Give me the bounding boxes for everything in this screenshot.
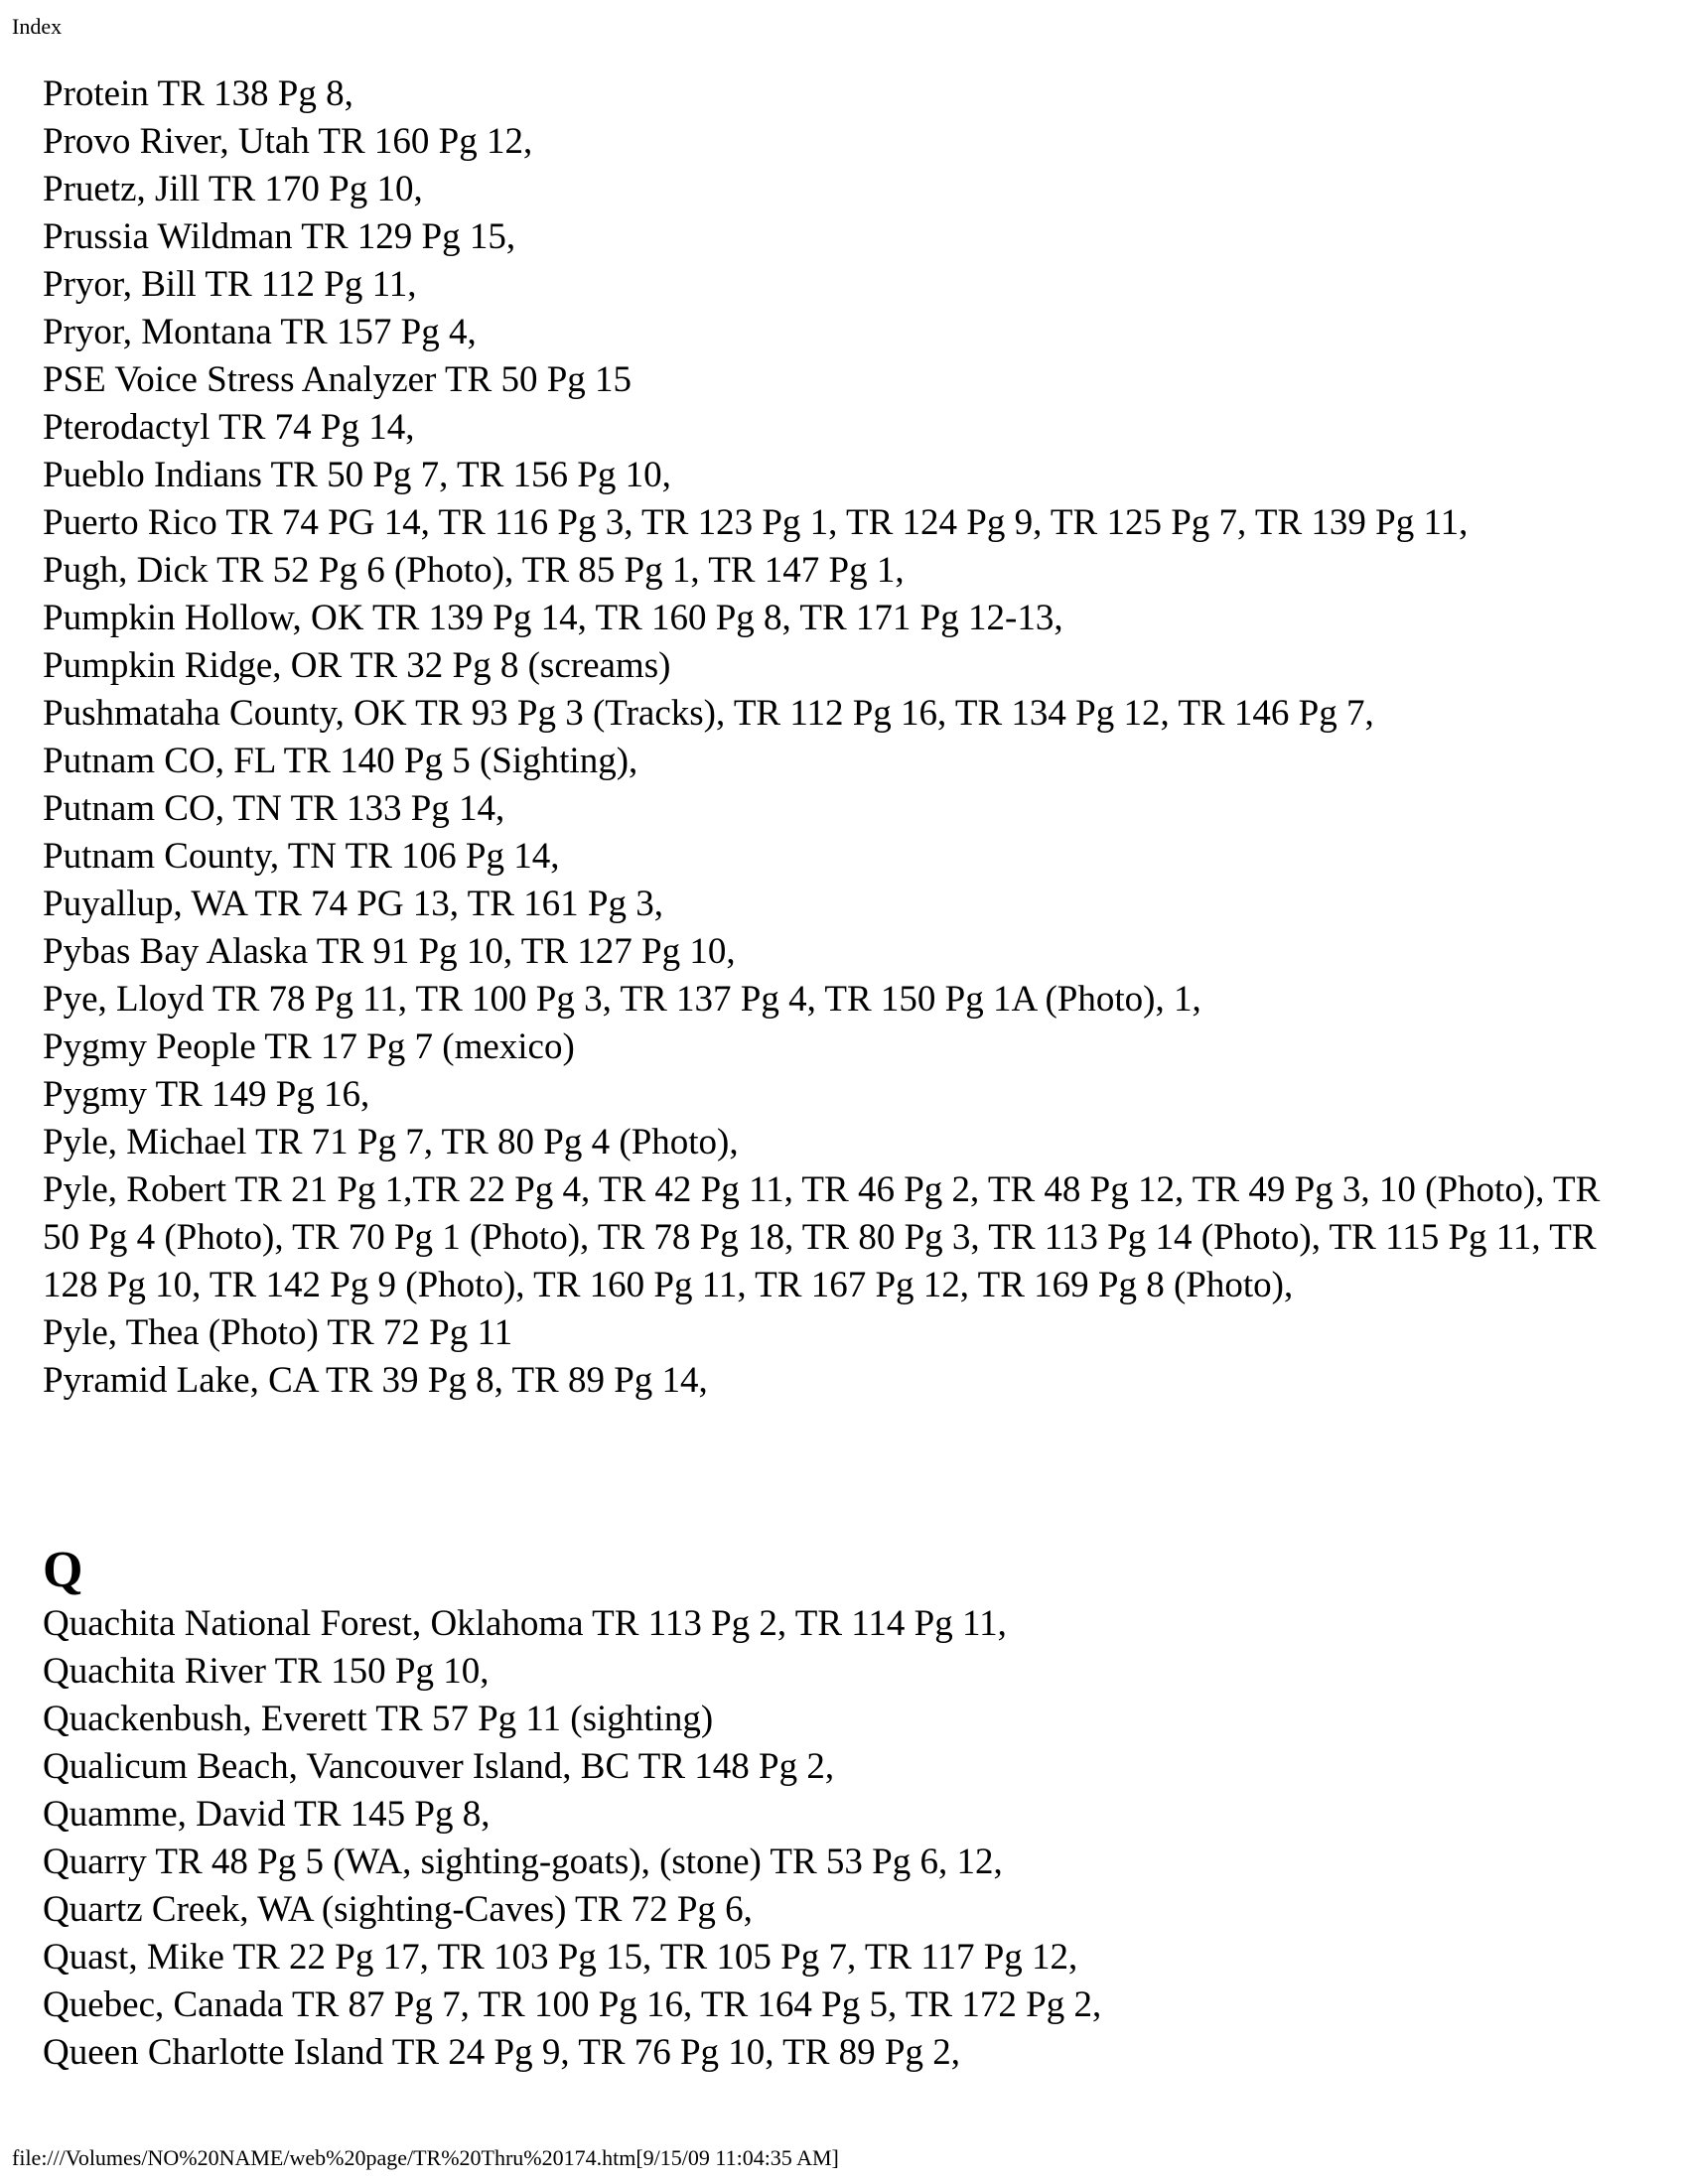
index-entry: Puyallup, WA TR 74 PG 13, TR 161 Pg 3, — [43, 884, 663, 924]
section-letter-heading: Q — [43, 1542, 83, 1598]
index-entry: Pyle, Robert TR 21 Pg 1,TR 22 Pg 4, TR 42 Pg 11, TR 46 Pg 2, TR 48 Pg 12, TR 49 Pg 3, 10 (Photo), TR 50 Pg 4 (Photo), TR 70 Pg 1 (Photo), TR 78 Pg 18, TR 80 Pg 3, TR 113 Pg 14 (Photo), TR 115 Pg 11, TR 128 Pg 10, TR 142 Pg 9 (Photo), TR 160 Pg 11, TR 167 Pg 12, TR 169 Pg 8 (Photo), — [43, 1169, 1601, 1305]
index-entry: Pygmy People TR 17 Pg 7 (mexico) — [43, 1026, 575, 1067]
index-entry: Putnam CO, FL TR 140 Pg 5 (Sighting), — [43, 741, 638, 781]
index-entry: Pyle, Michael TR 71 Pg 7, TR 80 Pg 4 (Photo), — [43, 1122, 739, 1162]
index-entry: Quebec, Canada TR 87 Pg 7, TR 100 Pg 16, TR 164 Pg 5, TR 172 Pg 2, — [43, 1984, 1102, 2025]
index-entry: Pruetz, Jill TR 170 Pg 10, — [43, 169, 423, 209]
index-entry: Quachita River TR 150 Pg 10, — [43, 1651, 490, 1692]
index-entry: Pyle, Thea (Photo) TR 72 Pg 11 — [43, 1312, 513, 1353]
index-entry: Putnam CO, TN TR 133 Pg 14, — [43, 788, 505, 829]
index-entry: Pugh, Dick TR 52 Pg 6 (Photo), TR 85 Pg 1, TR 147 Pg 1, — [43, 550, 905, 591]
index-entry-list-p — [43, 70, 1641, 1405]
index-entry: Quartz Creek, WA (sighting-Caves) TR 72 Pg 6, — [43, 1889, 753, 1930]
index-entry: Pumpkin Hollow, OK TR 139 Pg 14, TR 160 Pg 8, TR 171 Pg 12-13, — [43, 598, 1063, 638]
index-entry: Quachita National Forest, Oklahoma TR 113 Pg 2, TR 114 Pg 11, — [43, 1603, 1007, 1644]
index-entry: Provo River, Utah TR 160 Pg 12, — [43, 121, 533, 162]
index-entry: Pygmy TR 149 Pg 16, — [43, 1074, 370, 1115]
index-entry: Protein TR 138 Pg 8, — [43, 73, 353, 114]
index-entry: Prussia Wildman TR 129 Pg 15, — [43, 216, 516, 257]
index-entry: Quackenbush, Everett TR 57 Pg 11 (sighting) — [43, 1699, 714, 1739]
page-header-title: Index — [12, 14, 63, 39]
index-entry: Pueblo Indians TR 50 Pg 7, TR 156 Pg 10, — [43, 455, 671, 495]
index-entry: Quarry TR 48 Pg 5 (WA, sighting-goats), (stone) TR 53 Pg 6, 12, — [43, 1842, 1003, 1882]
index-entry: Pybas Bay Alaska TR 91 Pg 10, TR 127 Pg 10, — [43, 931, 736, 972]
index-entry: Pryor, Bill TR 112 Pg 11, — [43, 264, 417, 305]
index-entry: Pumpkin Ridge, OR TR 32 Pg 8 (screams) — [43, 645, 671, 686]
index-entry: Pryor, Montana TR 157 Pg 4, — [43, 312, 477, 352]
index-entry: Quast, Mike TR 22 Pg 17, TR 103 Pg 15, TR 105 Pg 7, TR 117 Pg 12, — [43, 1937, 1078, 1978]
index-entry: Pushmataha County, OK TR 93 Pg 3 (Tracks), TR 112 Pg 16, TR 134 Pg 12, TR 146 Pg 7, — [43, 693, 1374, 734]
index-entry: Quamme, David TR 145 Pg 8, — [43, 1794, 491, 1835]
index-entry: Pterodactyl TR 74 Pg 14, — [43, 407, 415, 448]
index-entry: Puerto Rico TR 74 PG 14, TR 116 Pg 3, TR 123 Pg 1, TR 124 Pg 9, TR 125 Pg 7, TR 139 Pg 11, — [43, 502, 1469, 543]
index-entry: Pyramid Lake, CA TR 39 Pg 8, TR 89 Pg 14, — [43, 1360, 708, 1401]
index-entry: Queen Charlotte Island TR 24 Pg 9, TR 76 Pg 10, TR 89 Pg 2, — [43, 2032, 960, 2073]
index-entry: Putnam County, TN TR 106 Pg 14, — [43, 836, 560, 877]
index-entry: Pye, Lloyd TR 78 Pg 11, TR 100 Pg 3, TR 137 Pg 4, TR 150 Pg 1A (Photo), 1, — [43, 979, 1201, 1020]
index-entry: PSE Voice Stress Analyzer TR 50 Pg 15 — [43, 359, 633, 400]
page-footer-url: file:///Volumes/NO%20NAME/web%20page/TR%20Thru%20174.htm[9/15/09 11:04:35 AM] — [12, 2145, 839, 2170]
index-entry: Qualicum Beach, Vancouver Island, BC TR 148 Pg 2, — [43, 1746, 835, 1787]
index-entry-list-q — [43, 1600, 1641, 2077]
